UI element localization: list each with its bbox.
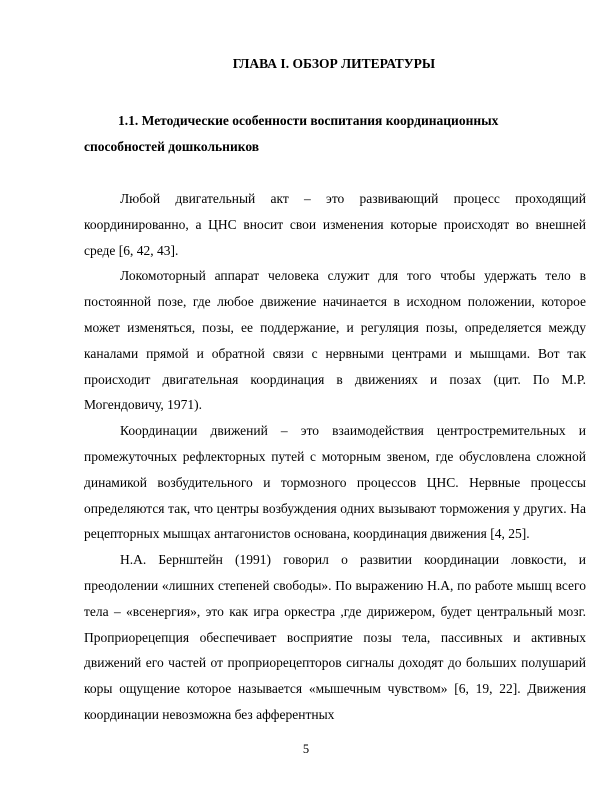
chapter-title: ГЛАВА I. ОБЗОР ЛИТЕРАТУРЫ <box>232 56 436 71</box>
paragraph: Н.А. Бернштейн (1991) говорил о развитии координации ловкости, и преодолении «лишних степеней свободы». По выражению Н.А, по работе мышц всего тела – «всенергия», это как игра оркестра ,где дирижером, будет центральный мозг. Проприорецепция обеспечивает восприятие позы тела, пассивных и активных движений его частей от проприорецепторов сигналы доходят до больших полушарий коры ощущение которое называется «мышечным чувством» [6, 19, 22]. Движения координации невозможна без афферентных <box>84 552 586 722</box>
paragraph: Любой двигательный акт – это развивающий процесс проходящий координированно, а ЦНС вносит свои изменения которые происходят во внешней среде [6, 42, 43]. <box>84 191 586 258</box>
section-title: 1.1. Методические особенности воспитания координационных способностей дошкольников <box>84 113 499 154</box>
paragraph: Координации движений – это взаимодействия центростремительных и промежуточных рефлекторных путей с моторным звеном, где обусловлена сложной динамикой возбудительного и тормозного процессов ЦНС. Нервные процессы определяются так, что центры возбуждения одних вызывают торможения у других. На рецепторных мышцах антагонистов основана, координация движения [4, 25]. <box>84 423 586 542</box>
paragraph: Локомоторный аппарат человека служит для того чтобы удержать тело в постоянной позе, где любое движение начинается в исходном положении, которое может изменяться, позы, ее поддержание, и регуляция позы, определяется между каналами прямой и обратной связи с нервными центрами и мышцами. Вот так происходит двигательная координация в движениях и позах (цит. По М.Р. Могендовичу, 1971). <box>84 268 586 413</box>
body-text <box>84 186 586 728</box>
page-number: 5 <box>302 742 310 756</box>
